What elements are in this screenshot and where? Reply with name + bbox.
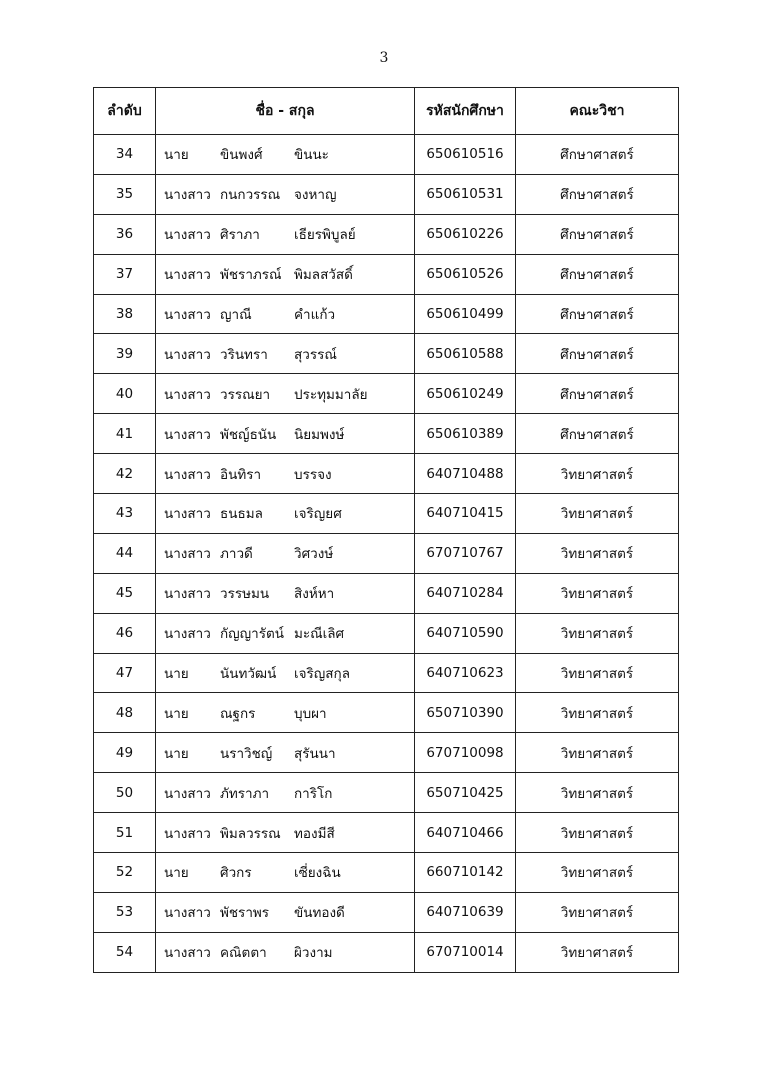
table-row xyxy=(94,813,679,853)
row-faculty: ศึกษาศาสตร์ xyxy=(516,294,679,334)
table-row xyxy=(94,254,679,294)
name-prefix: นางสาว xyxy=(164,307,211,323)
row-student-id: 670710098 xyxy=(415,733,516,773)
first-name: ภาวดี xyxy=(220,546,253,563)
last-name: ผิวงาม xyxy=(294,945,333,962)
row-faculty: ศึกษาศาสตร์ xyxy=(516,334,679,374)
name-prefix: นางสาว xyxy=(164,426,211,443)
row-seq: 47 xyxy=(94,653,156,693)
last-name: มะณีเลิศ xyxy=(294,626,345,643)
row-full-name xyxy=(156,494,415,534)
first-name: กนกวรรณ xyxy=(220,187,281,204)
row-seq: 46 xyxy=(94,613,156,653)
row-faculty: ศึกษาศาสตร์ xyxy=(516,135,679,175)
last-name: การิโก xyxy=(294,785,333,802)
row-faculty: วิทยาศาสตร์ xyxy=(516,533,679,573)
row-full-name xyxy=(156,813,415,853)
table-row xyxy=(94,214,679,254)
name-prefix: นางสาว xyxy=(164,227,211,244)
last-name: ประทุมมาลัย xyxy=(294,386,368,403)
row-student-id: 640710488 xyxy=(415,454,516,494)
row-full-name xyxy=(156,254,415,294)
row-student-id: 650610389 xyxy=(415,414,516,454)
row-student-id: 650710425 xyxy=(415,773,516,813)
row-faculty: วิทยาศาสตร์ xyxy=(516,653,679,693)
row-full-name xyxy=(156,773,415,813)
row-student-id: 650610249 xyxy=(415,374,516,414)
row-full-name xyxy=(156,174,415,214)
row-faculty: วิทยาศาสตร์ xyxy=(516,693,679,733)
row-student-id: 640710639 xyxy=(415,892,516,932)
name-prefix: นางสาว xyxy=(164,386,211,403)
name-prefix: นาย xyxy=(164,705,189,722)
row-faculty: ศึกษาศาสตร์ xyxy=(516,254,679,294)
row-faculty: ศึกษาศาสตร์ xyxy=(516,414,679,454)
last-name: เซี่ยงฉิน xyxy=(294,865,341,882)
row-faculty: วิทยาศาสตร์ xyxy=(516,853,679,893)
row-seq: 54 xyxy=(94,932,156,972)
name-prefix: นางสาว xyxy=(164,945,211,962)
row-faculty: วิทยาศาสตร์ xyxy=(516,733,679,773)
first-name: พัชราพร xyxy=(220,905,270,922)
row-seq: 39 xyxy=(94,334,156,374)
name-prefix: นางสาว xyxy=(164,785,211,802)
table-row xyxy=(94,454,679,494)
first-name: พัชราภรณ์ xyxy=(220,267,282,284)
row-seq: 45 xyxy=(94,573,156,613)
name-prefix: นาย xyxy=(164,147,189,164)
table-row xyxy=(94,533,679,573)
first-name: วรรษมน xyxy=(220,586,270,603)
name-prefix: นางสาว xyxy=(164,905,211,922)
row-student-id: 640710415 xyxy=(415,494,516,534)
row-full-name xyxy=(156,533,415,573)
header-student-id: รหัสนักศึกษา xyxy=(415,88,516,135)
row-seq: 43 xyxy=(94,494,156,534)
row-seq: 48 xyxy=(94,693,156,733)
table-row xyxy=(94,733,679,773)
name-prefix: นางสาว xyxy=(164,346,211,363)
row-student-id: 650610516 xyxy=(415,135,516,175)
last-name: วิศวงษ์ xyxy=(294,546,334,563)
first-name: พัชญ์ธนัน xyxy=(220,426,277,443)
last-name: ขันทองดี xyxy=(294,905,345,922)
last-name: เจริญสกุล xyxy=(294,666,350,683)
name-prefix: นางสาว xyxy=(164,267,211,284)
row-student-id: 670710014 xyxy=(415,932,516,972)
row-seq: 35 xyxy=(94,174,156,214)
last-name: เธียรพิบูลย์ xyxy=(294,227,356,244)
last-name: บรรจง xyxy=(294,466,332,483)
row-seq: 51 xyxy=(94,813,156,853)
table-row xyxy=(94,294,679,334)
first-name: ญาณี xyxy=(220,307,252,323)
first-name: วรรณยา xyxy=(220,386,271,403)
last-name: คำแก้ว xyxy=(294,307,336,323)
name-prefix: นางสาว xyxy=(164,506,211,523)
table-row xyxy=(94,174,679,214)
table-row xyxy=(94,693,679,733)
row-student-id: 650710390 xyxy=(415,693,516,733)
row-faculty: วิทยาศาสตร์ xyxy=(516,613,679,653)
first-name: ภัทราภา xyxy=(220,785,270,802)
row-seq: 38 xyxy=(94,294,156,334)
row-full-name xyxy=(156,613,415,653)
first-name: นันทวัฒน์ xyxy=(220,666,277,683)
last-name: จงหาญ xyxy=(294,187,337,204)
table-row xyxy=(94,853,679,893)
row-faculty: วิทยาศาสตร์ xyxy=(516,813,679,853)
table-row xyxy=(94,573,679,613)
row-full-name xyxy=(156,693,415,733)
row-full-name xyxy=(156,135,415,175)
row-seq: 42 xyxy=(94,454,156,494)
first-name: นราวิชญ์ xyxy=(220,745,273,762)
row-student-id: 670710767 xyxy=(415,533,516,573)
row-full-name xyxy=(156,573,415,613)
row-faculty: ศึกษาศาสตร์ xyxy=(516,374,679,414)
row-student-id: 650610588 xyxy=(415,334,516,374)
row-full-name xyxy=(156,853,415,893)
row-seq: 53 xyxy=(94,892,156,932)
last-name: บุบผา xyxy=(294,705,327,722)
table-row xyxy=(94,414,679,454)
row-faculty: วิทยาศาสตร์ xyxy=(516,773,679,813)
table-body xyxy=(94,135,679,973)
row-student-id: 650610499 xyxy=(415,294,516,334)
table-row xyxy=(94,334,679,374)
row-full-name xyxy=(156,454,415,494)
row-faculty: ศึกษาศาสตร์ xyxy=(516,214,679,254)
first-name: พิมลวรรณ xyxy=(220,825,281,842)
row-full-name xyxy=(156,932,415,972)
row-faculty: วิทยาศาสตร์ xyxy=(516,454,679,494)
first-name: ธนธมล xyxy=(220,506,263,523)
last-name: สิงห์หา xyxy=(294,586,335,603)
student-table xyxy=(93,87,679,973)
row-faculty: ศึกษาศาสตร์ xyxy=(516,174,679,214)
row-seq: 52 xyxy=(94,853,156,893)
row-student-id: 640710590 xyxy=(415,613,516,653)
row-full-name xyxy=(156,414,415,454)
name-prefix: นาย xyxy=(164,865,189,882)
table-row xyxy=(94,374,679,414)
header-seq: ลำดับ xyxy=(94,88,156,135)
last-name: นิยมพงษ์ xyxy=(294,426,345,443)
row-seq: 44 xyxy=(94,533,156,573)
name-prefix: นางสาว xyxy=(164,586,211,603)
page-number: 3 xyxy=(379,50,389,66)
table-row xyxy=(94,892,679,932)
header-faculty: คณะวิชา xyxy=(516,88,679,135)
first-name: ศิราภา xyxy=(220,227,260,244)
first-name: ณฐกร xyxy=(220,705,256,722)
table-row xyxy=(94,613,679,653)
table-row xyxy=(94,932,679,972)
row-seq: 40 xyxy=(94,374,156,414)
row-full-name xyxy=(156,214,415,254)
first-name: กัญญารัตน์ xyxy=(220,626,285,643)
row-student-id: 650610226 xyxy=(415,214,516,254)
row-faculty: วิทยาศาสตร์ xyxy=(516,494,679,534)
last-name: ทองมีสี xyxy=(294,825,335,842)
row-full-name xyxy=(156,733,415,773)
row-seq: 49 xyxy=(94,733,156,773)
row-full-name xyxy=(156,334,415,374)
row-seq: 37 xyxy=(94,254,156,294)
name-prefix: นางสาว xyxy=(164,626,211,643)
table-row xyxy=(94,494,679,534)
table-header-row xyxy=(94,88,679,135)
row-student-id: 650610526 xyxy=(415,254,516,294)
name-prefix: นางสาว xyxy=(164,546,211,563)
row-full-name xyxy=(156,374,415,414)
name-prefix: นาย xyxy=(164,745,189,762)
name-prefix: นางสาว xyxy=(164,825,211,842)
row-faculty: วิทยาศาสตร์ xyxy=(516,932,679,972)
row-seq: 41 xyxy=(94,414,156,454)
name-prefix: นางสาว xyxy=(164,187,211,204)
last-name: เจริญยศ xyxy=(294,506,342,523)
last-name: สุวรรณ์ xyxy=(294,346,337,363)
row-seq: 34 xyxy=(94,135,156,175)
table-row xyxy=(94,773,679,813)
name-prefix: นาย xyxy=(164,666,189,683)
row-student-id: 660710142 xyxy=(415,853,516,893)
first-name: ศิวกร xyxy=(220,865,252,882)
last-name: สุรันนา xyxy=(294,745,336,762)
row-student-id: 640710623 xyxy=(415,653,516,693)
first-name: คณิตตา xyxy=(220,945,267,962)
row-student-id: 650610531 xyxy=(415,174,516,214)
row-student-id: 640710284 xyxy=(415,573,516,613)
table-row xyxy=(94,653,679,693)
row-seq: 50 xyxy=(94,773,156,813)
row-faculty: วิทยาศาสตร์ xyxy=(516,573,679,613)
row-full-name xyxy=(156,294,415,334)
table-row xyxy=(94,135,679,175)
row-seq: 36 xyxy=(94,214,156,254)
row-faculty: วิทยาศาสตร์ xyxy=(516,892,679,932)
row-student-id: 640710466 xyxy=(415,813,516,853)
first-name: วรินทรา xyxy=(220,346,268,363)
header-name: ชื่อ - สกุล xyxy=(156,88,415,135)
first-name: ขินพงศ์ xyxy=(220,147,263,164)
first-name: อินทิรา xyxy=(220,466,262,483)
row-full-name xyxy=(156,653,415,693)
name-prefix: นางสาว xyxy=(164,466,211,483)
last-name: พิมลสวัสดิ์ xyxy=(294,267,353,284)
last-name: ขินนะ xyxy=(294,147,329,164)
row-full-name xyxy=(156,892,415,932)
